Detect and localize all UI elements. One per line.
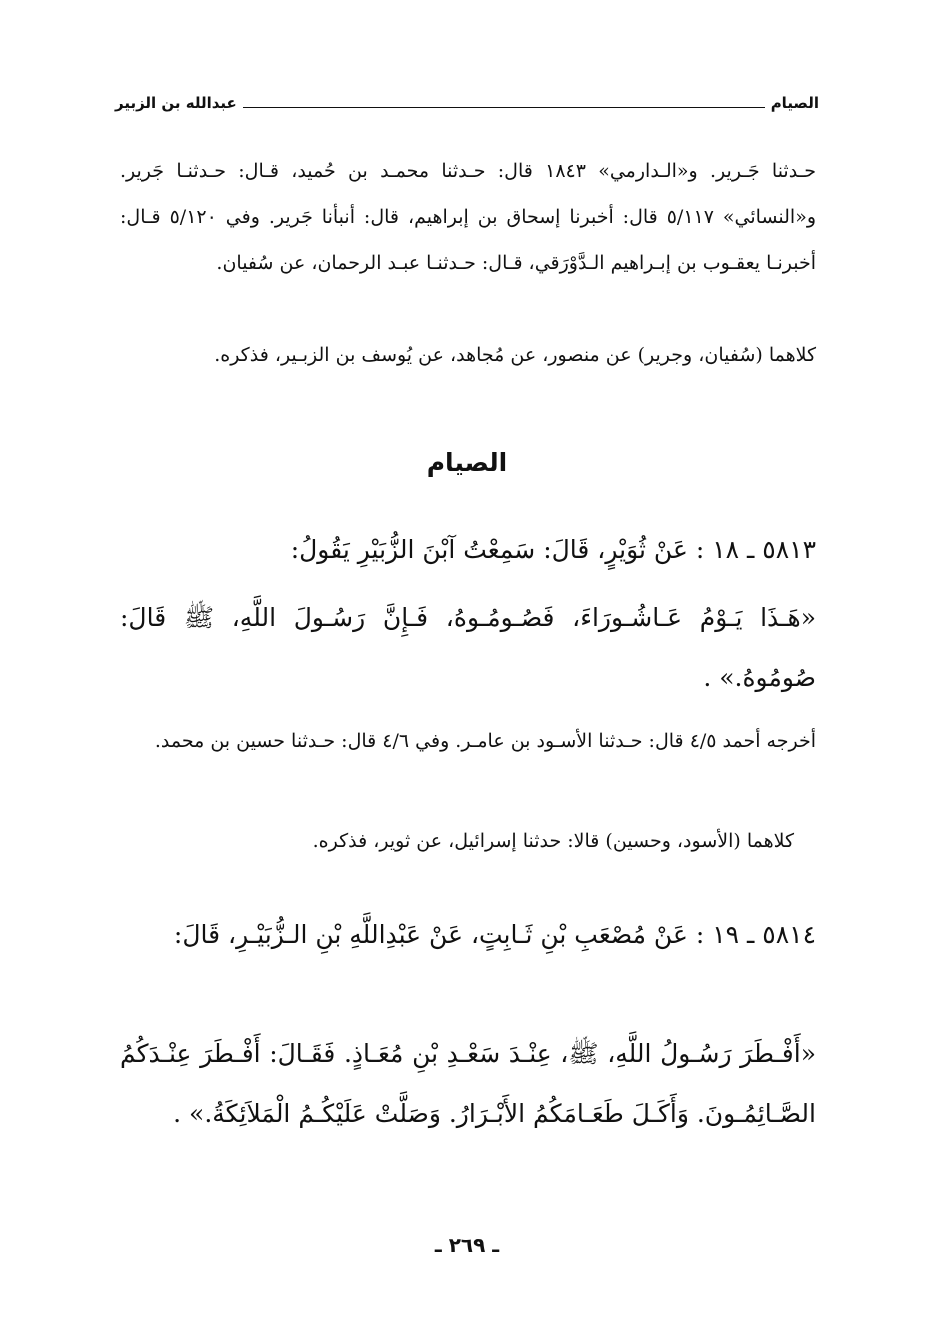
page-number: ـ ٢٦٩ ـ	[434, 1233, 500, 1257]
paragraph-sources: حـدثنا جَـرير. و«الـدارمي» ١٨٤٣ قال: حـدثنا محمـد بن حُميد، قـال: حـدثنـا جَرير. و«النسائي» ٥/١١٧ قال: أخبرنا إسحاق بن إبراهيم، قال: أنبأنا جَرير. وفي ٥/١٢٠ قـال: أخبرنـا يعقـوب بن إبـراهيم الـدَّوْرَقي، قـال: حـدثنـا عبـد الرحمان، عن سُفيان.	[120, 160, 816, 274]
paragraph-chain-2: كلاهما (الأسود، وحسين) قالا: حدثنا إسرائيل، عن ثوير، فذكره.	[312, 830, 794, 852]
hadith-5814-text: «أَفْـطَرَ رَسُـولُ اللَّهِ، ﷺ، عِنْـدَ سَعْـدِ بْنِ مُعَـاذٍ. فَقَـالَ: أَفْـطَرَ عِنْـدَكُمُ الصَّـائِمُـونَ. وَأَكَـلَ طَعَـامَكُمُ الأَبْـرَارُ. وَصَلَّتْ عَلَيْكُـمُ الْمَلاَئِكَةُ.» .	[120, 1039, 816, 1128]
running-header	[115, 88, 819, 118]
paragraph-chain: كلاهما (سُفيان، وجرير) عن منصور، عن مُجاهد، عن يُوسف بن الزبـير، فذكره.	[214, 344, 816, 366]
paragraph-takhrij: أخرجه أحمد ٤/٥ قال: حـدثنا الأسـود بن عامـر. وفي ٤/٦ قال: حـدثنا حسين بن محمد.	[154, 730, 816, 752]
header-rule	[243, 107, 765, 108]
hadith-5813-heading: ٥٨١٣ ـ ١٨ : عَنْ ثُوَيْرٍ، قَالَ: سَمِعْتُ آبْنَ الزُّبَيْرِ يَقُولُ:	[290, 535, 816, 564]
header-chapter: الصيام	[770, 94, 819, 112]
section-title: الصيام	[426, 448, 508, 477]
hadith-5813-text: «هَـذَا يَـوْمُ عَـاشُـورَاءَ، فَصُـومُـوهُ، فَـإِنَّ رَسُـولَ اللَّهِ، ﷺ قَالَ: صُومُوهُ.» .	[120, 603, 816, 692]
hadith-5814-heading: ٥٨١٤ ـ ١٩ : عَنْ مُصْعَبِ بْنِ ثَـابِتٍ، عَنْ عَبْدِاللَّهِ بْنِ الـزُّبَيْـرِ، قَالَ:	[173, 920, 816, 949]
header-author: عبدالله بن الزبير	[115, 94, 237, 112]
